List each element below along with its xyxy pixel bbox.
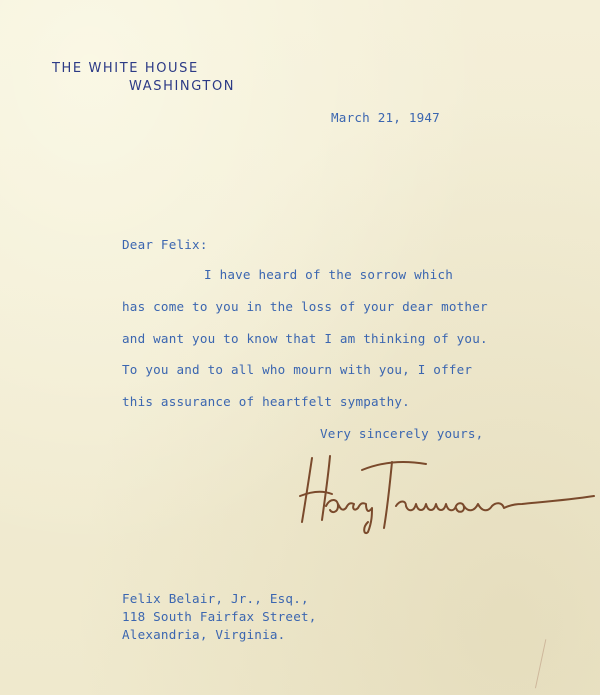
letterhead-title: THE WHITE HOUSE bbox=[52, 61, 199, 76]
recipient-street: 118 South Fairfax Street, bbox=[122, 609, 317, 624]
body-line: To you and to all who mourn with you, I offer bbox=[122, 362, 473, 377]
recipient-city: Alexandria, Virginia. bbox=[122, 627, 286, 642]
body-line: and want you to know that I am thinking of you. bbox=[122, 331, 488, 346]
signature-image bbox=[292, 448, 597, 538]
body-line: I have heard of the sorrow which bbox=[204, 267, 454, 282]
paper-mark bbox=[535, 639, 558, 691]
salutation: Dear Felix: bbox=[122, 237, 208, 252]
letter-date: March 21, 1947 bbox=[331, 110, 440, 125]
body-line: this assurance of heartfelt sympathy. bbox=[122, 394, 410, 409]
closing: Very sincerely yours, bbox=[320, 426, 484, 441]
body-line: has come to you in the loss of your dear mother bbox=[122, 299, 488, 314]
letterhead-location: WASHINGTON bbox=[129, 79, 236, 94]
recipient-name: Felix Belair, Jr., Esq., bbox=[122, 591, 309, 606]
